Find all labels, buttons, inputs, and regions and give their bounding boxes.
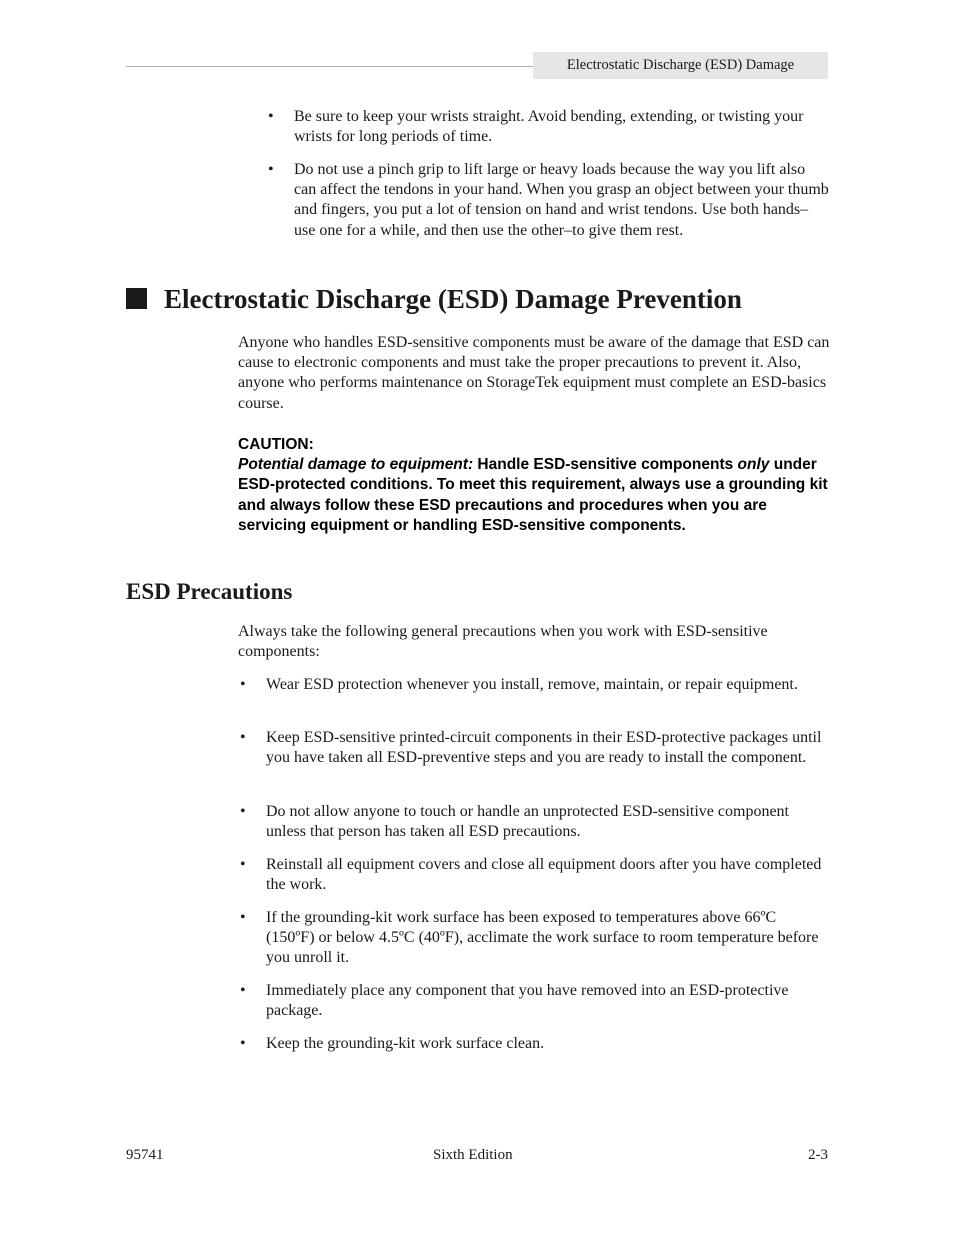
list-item-text: Keep the grounding-kit work surface clean. <box>266 1035 545 1052</box>
caution-lead: Potential damage to equipment: <box>238 456 474 474</box>
list-item-text: Reinstall all equipment covers and close all equipment doors after you have completed the work. <box>266 856 822 894</box>
caution-block <box>238 435 838 536</box>
subsection-title: ESD Precautions <box>126 579 293 604</box>
list-item-text: Wear ESD protection whenever you install, remove, maintain, or repair equipment. <box>266 676 798 693</box>
list-item-text: Keep ESD-sensitive printed-circuit components in their ESD-protective packages until you have taken all ESD-preventive steps and you are ready to install the component. <box>266 729 822 767</box>
caution-body <box>238 455 838 536</box>
section-intro: Anyone who handles ESD-sensitive components must be aware of the damage that ESD can cause to electronic components and must take the proper precautions to prevent it. Also, anyone who performs maintenance on StorageTek equipment must complete an ESD-basics course. <box>238 334 830 412</box>
running-header: Electrostatic Discharge (ESD) Damage <box>533 52 828 79</box>
bullet-glyph: • <box>268 108 274 125</box>
bullet-glyph: • <box>240 676 246 693</box>
header-rule <box>126 66 534 67</box>
caution-text: Handle ESD-sensitive components <box>473 456 738 474</box>
bullet-glyph: • <box>268 161 274 178</box>
list-item-text: Do not use a pinch grip to lift large or heavy loads because the way you lift also can affect the tendons in your hand. When you grasp an object between your thumb and fingers, you put a lot of tension on hand and wrist tendons. Use both hands–use one for a while, and then use the other–to give them rest. <box>294 161 829 239</box>
list-item-text: If the grounding-kit work surface has been exposed to temperatures above 66ºC (150ºF) or below 4.5ºC (40ºF), acclimate the work surface to room temperature before you unroll it. <box>266 909 819 967</box>
list-item-text: Be sure to keep your wrists straight. Avoid bending, extending, or twisting your wrists for long periods of time. <box>294 108 804 146</box>
bullet-glyph: • <box>240 1035 246 1052</box>
section-title: Electrostatic Discharge (ESD) Damage Prevention <box>164 284 742 314</box>
bullet-glyph: • <box>240 803 246 820</box>
subsection-intro: Always take the following general precautions when you work with ESD-sensitive components: <box>238 623 768 661</box>
footer-edition: Sixth Edition <box>433 1147 513 1163</box>
list-item-text: Do not allow anyone to touch or handle an unprotected ESD-sensitive component unless that person has taken all ESD precautions. <box>266 803 789 841</box>
caution-emphasis: only <box>737 456 770 474</box>
bullet-glyph: • <box>240 729 246 746</box>
caution-text: under ESD-protected conditions. To meet this requirement, always use a grounding kit and always follow these ESD precautions and procedures when you are servicing equipment or handling ESD-sensitive components. <box>238 456 828 534</box>
footer-doc-number: 95741 <box>126 1147 164 1163</box>
list-item-text: Immediately place any component that you have removed into an ESD-protective package. <box>266 982 789 1020</box>
bullet-glyph: • <box>240 909 246 926</box>
heading-square-icon <box>126 288 147 309</box>
bullet-glyph: • <box>240 856 246 873</box>
bullet-glyph: • <box>240 982 246 999</box>
caution-label: CAUTION: <box>238 436 314 453</box>
footer-page-number: 2-3 <box>808 1147 828 1163</box>
